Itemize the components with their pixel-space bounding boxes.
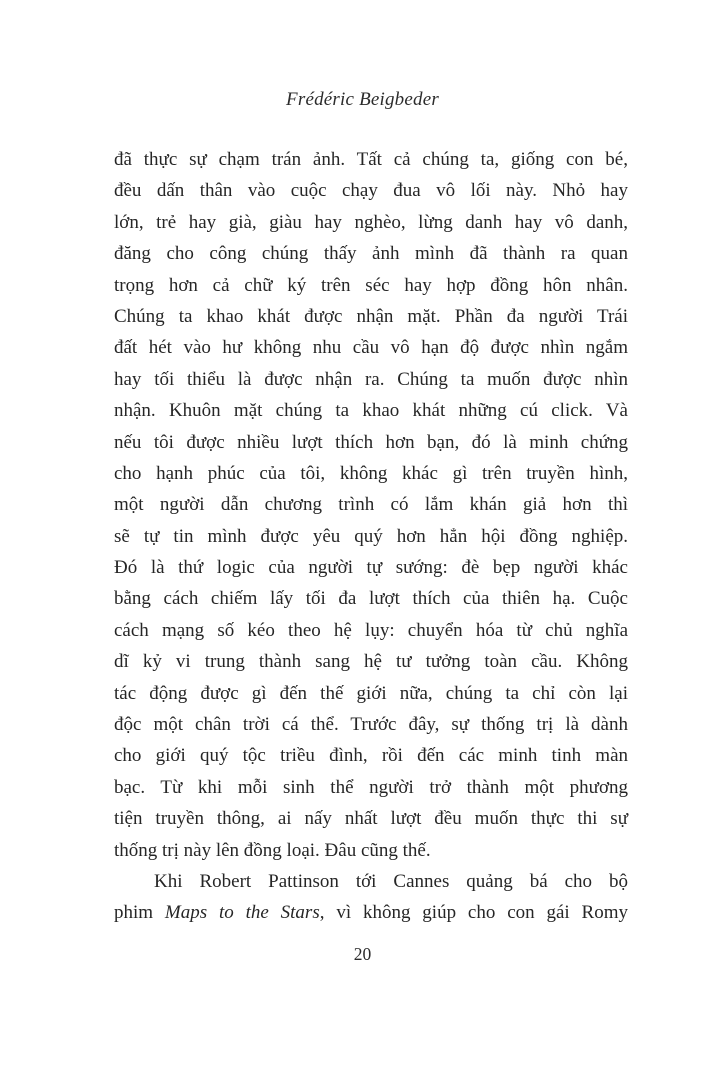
- text-line: cho hạnh phúc của tôi, không khác gì trên truyền hình,: [114, 462, 628, 484]
- paragraph-1: [114, 144, 628, 866]
- text-line: tác động được gì đến thế giới nữa, chúng ta chỉ còn lại: [114, 682, 628, 704]
- paragraph-2-line-1: Khi Robert Pattinson tới Cannes quảng bá cho bộ: [154, 870, 628, 892]
- text-line: nhận. Khuôn mặt chúng ta khao khát những cú click. Và: [114, 400, 628, 422]
- text-line: một người dẫn chương trình có lắm khán giả hơn thì: [114, 494, 628, 516]
- text-line: cho giới quý tộc triều đình, rồi đến các minh tinh màn: [114, 745, 628, 767]
- paragraph-2-line-2-after: , vì không giúp cho con gái Romy: [319, 902, 628, 924]
- text-line: độc một chân trời cá thể. Trước đây, sự thống trị là dành: [114, 714, 628, 736]
- text-line: lớn, trẻ hay già, giàu hay nghèo, lừng danh hay vô danh,: [114, 211, 628, 233]
- book-title-italic: Maps to the Stars: [164, 902, 320, 924]
- text-line: đều dấn thân vào cuộc chạy đua vô lối này. Nhỏ hay: [114, 180, 628, 202]
- text-line: tiện truyền thông, ai nấy nhất lượt đều muốn thực thi sự: [114, 808, 628, 830]
- text-line: trọng hơn cả chữ ký trên séc hay hợp đồng hôn nhân.: [114, 274, 628, 296]
- text-line: cách mạng số kéo theo hệ lụy: chuyển hóa từ chủ nghĩa: [114, 619, 628, 641]
- text-line: nếu tôi được nhiều lượt thích hơn bạn, đó là minh chứng: [114, 431, 628, 453]
- page-body-text: [114, 144, 628, 929]
- text-line: Chúng ta khao khát được nhận mặt. Phần đa người Trái: [114, 305, 628, 327]
- text-line: đã thực sự chạm trán ảnh. Tất cả chúng ta, giống con bé,: [114, 149, 628, 170]
- text-line: Đó là thứ logic của người tự sướng: đè bẹp người khác: [114, 557, 628, 579]
- text-line: đất hét vào hư không nhu cầu vô hạn độ được nhìn ngắm: [114, 337, 628, 359]
- text-line: sẽ tự tin mình được yêu quý hơn hẳn hội đồng nghiệp.: [114, 525, 628, 547]
- running-header-author: Frédéric Beigbeder: [286, 89, 439, 110]
- text-line: dĩ kỷ vi trung thành sang hệ tư tưởng toàn cầu. Không: [114, 651, 628, 673]
- text-line: hay tối thiểu là được nhận ra. Chúng ta muốn được nhìn: [114, 368, 628, 390]
- text-line: bằng cách chiếm lấy tối đa lượt thích của thiên hạ. Cuộc: [114, 588, 628, 610]
- paragraph-2-line-2: [114, 897, 628, 928]
- page-number: 20: [353, 944, 372, 964]
- paragraph-2-line-2-before: phim: [114, 902, 165, 924]
- text-line: thống trị này lên đồng loại. Đâu cũng thế.: [114, 839, 431, 861]
- text-line: đăng cho công chúng thấy ảnh mình đã thành ra quan: [114, 243, 628, 265]
- text-line: bạc. Từ khi mỗi sinh thể người trở thành một phương: [114, 776, 628, 798]
